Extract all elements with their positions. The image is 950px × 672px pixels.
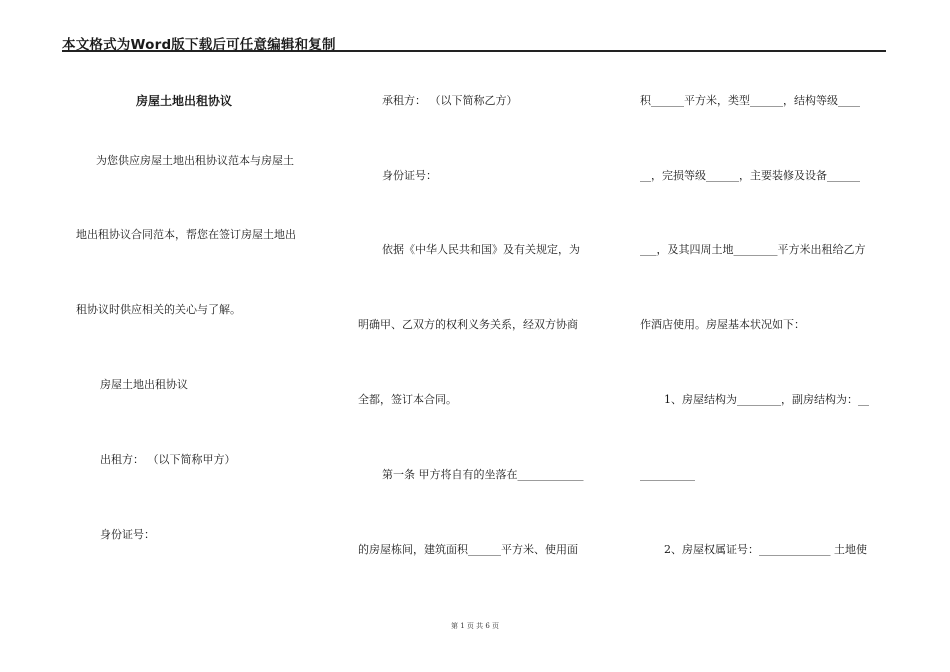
lessee-id-line: 身份证号： <box>382 169 437 182</box>
property-cert-line: 2、房屋权属证号：_____________ 土地使 <box>664 543 867 556</box>
paragraph-line: 依据《中华人民共和国》及有关规定，为 <box>382 243 580 256</box>
text-column-2 <box>356 60 606 620</box>
paragraph-line: __，完损等级______，主要装修及设备______ <box>640 169 860 182</box>
page-number: 第 1 页 共 6 页 <box>450 622 500 630</box>
lessee-line: 承租方： （以下简称乙方） <box>382 94 518 107</box>
paragraph-line: 地出租协议合同范本，帮您在签订房屋土地出 <box>76 228 296 241</box>
header-text: 本文格式为Word版下载后可任意编辑和复制 <box>62 37 336 53</box>
article-one-line: 第一条 甲方将自有的坐落在____________ <box>382 468 584 481</box>
section-heading: 房屋土地出租协议 <box>100 378 188 391</box>
paragraph-line: ___，及其四周土地________平方米出租给乙方 <box>640 243 866 256</box>
document-header <box>62 30 886 52</box>
paragraph-line: 全都，签订本合同。 <box>358 393 457 406</box>
paragraph-line: 积______平方米，类型______，结构等级____ <box>640 94 860 107</box>
structure-line: 1、房屋结构为________，副房结构为：__ <box>664 393 869 406</box>
text-column-3 <box>636 60 886 620</box>
lessor-line: 出租方： （以下简称甲方） <box>100 453 236 466</box>
paragraph-line: __________ <box>640 468 695 481</box>
paragraph-line: 作酒店使用。房屋基本状况如下： <box>640 318 805 331</box>
paragraph-line: 租协议时供应相关的关心与了解。 <box>76 303 241 316</box>
document-title: 房屋土地出租协议 <box>136 94 233 108</box>
paragraph-line: 的房屋栋间，建筑面积______平方米、使用面 <box>358 543 578 556</box>
paragraph-line: 明确甲、乙双方的权利义务关系，经双方协商 <box>358 318 578 331</box>
text-column-1 <box>62 60 312 620</box>
lessor-id-line: 身份证号： <box>100 528 155 541</box>
paragraph-line: 为您供应房屋土地出租协议范本与房屋土 <box>96 154 294 167</box>
